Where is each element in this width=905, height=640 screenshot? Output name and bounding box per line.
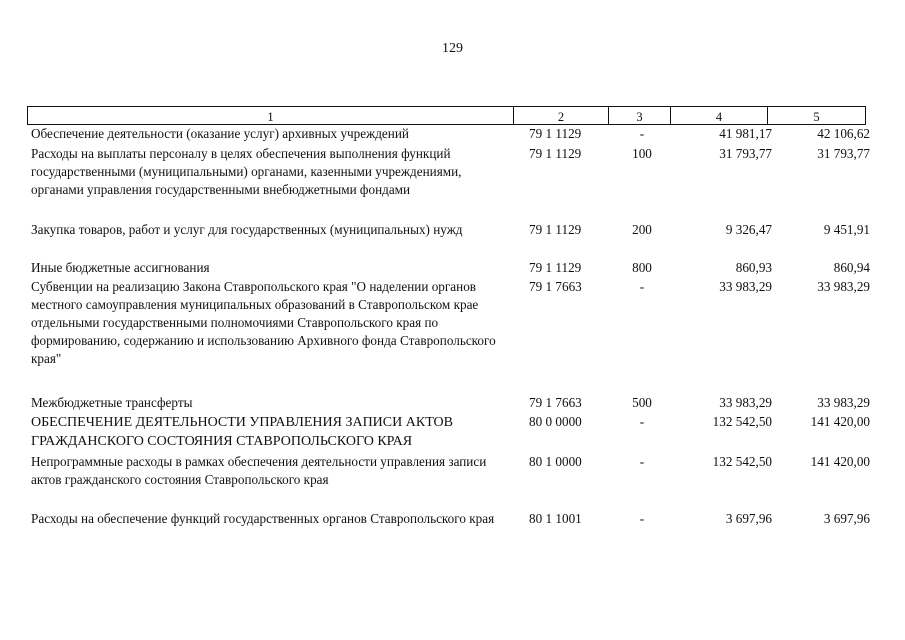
row-value-4: 3 697,96 [725, 511, 772, 526]
row-name: Закупка товаров, работ и услуг для государственных (муниципальных) нужд [31, 222, 463, 237]
row-value-4: 9 326,47 [725, 222, 772, 237]
row-code: 80 0 0000 [529, 414, 582, 429]
row-name: Межбюджетные трансферты [31, 395, 193, 410]
row-name: Обеспечение деятельности (оказание услуг) архивных учреждений [31, 126, 409, 141]
row-type: - [639, 511, 645, 526]
row-value-5: 141 420,00 [810, 454, 870, 469]
row-code: 79 1 1129 [529, 260, 582, 275]
row-value-5: 860,94 [833, 260, 870, 275]
page-number: 129 [442, 41, 463, 56]
row-code: 80 1 0000 [529, 454, 582, 469]
row-value-4: 31 793,77 [719, 146, 772, 161]
row-value-5: 33 983,29 [817, 279, 870, 294]
row-value-5: 31 793,77 [817, 146, 870, 161]
header-col-3: 3 [608, 106, 670, 125]
header-col-5: 5 [767, 106, 866, 125]
row-type: 200 [632, 222, 652, 237]
row-code: 79 1 1129 [529, 146, 582, 161]
row-value-5: 33 983,29 [817, 395, 870, 410]
row-name: ОБЕСПЕЧЕНИЕ ДЕЯТЕЛЬНОСТИ УПРАВЛЕНИЯ ЗАПИСИ АКТОВ ГРАЖДАНСКОГО СОСТОЯНИЯ СТАВРОПОЛЬСКОГО КРАЯ [31, 415, 454, 449]
row-name: Иные бюджетные ассигнования [31, 260, 210, 275]
row-code: 79 1 1129 [529, 126, 582, 141]
row-code: 79 1 1129 [529, 222, 582, 237]
row-value-4: 132 542,50 [712, 454, 772, 469]
row-value-5: 3 697,96 [823, 511, 870, 526]
row-code: 79 1 7663 [529, 279, 582, 294]
row-name: Непрограммные расходы в рамках обеспечения деятельности управления записи актов гражданского состояния Ставропольского края [31, 454, 487, 487]
row-value-4: 33 983,29 [719, 279, 772, 294]
row-value-5: 9 451,91 [823, 222, 870, 237]
header-col-2: 2 [513, 106, 608, 125]
row-type: - [639, 279, 645, 294]
row-name: Субвенции на реализацию Закона Ставропольского края "О наделении органов местного самоуправления муниципальных образований в Ставропольском крае отдельными государственными полномочиями Ставропольского края по формированию, содержанию и использованию Архивного фонда Ставропольского края" [31, 279, 496, 366]
row-code: 80 1 1001 [529, 511, 582, 526]
row-name: Расходы на обеспечение функций государственных органов Ставропольского края [31, 511, 495, 526]
row-value-4: 860,93 [735, 260, 772, 275]
row-value-5: 42 106,62 [817, 126, 870, 141]
row-type: - [639, 126, 645, 141]
row-value-4: 33 983,29 [719, 395, 772, 410]
header-col-4: 4 [670, 106, 767, 125]
row-code: 79 1 7663 [529, 395, 582, 410]
row-type: 800 [632, 260, 652, 275]
row-value-4: 41 981,17 [719, 126, 772, 141]
row-type: 500 [632, 395, 652, 410]
row-type: - [639, 414, 645, 429]
row-value-5: 141 420,00 [810, 414, 870, 429]
row-type: - [639, 454, 645, 469]
row-value-4: 132 542,50 [712, 414, 772, 429]
header-col-1: 1 [27, 106, 513, 125]
row-type: 100 [632, 146, 652, 161]
row-name: Расходы на выплаты персоналу в целях обеспечения выполнения функций государственными (муниципальными) органами, казенными учреждениями, органами управления государственными внебюджетными фондами [31, 146, 462, 197]
